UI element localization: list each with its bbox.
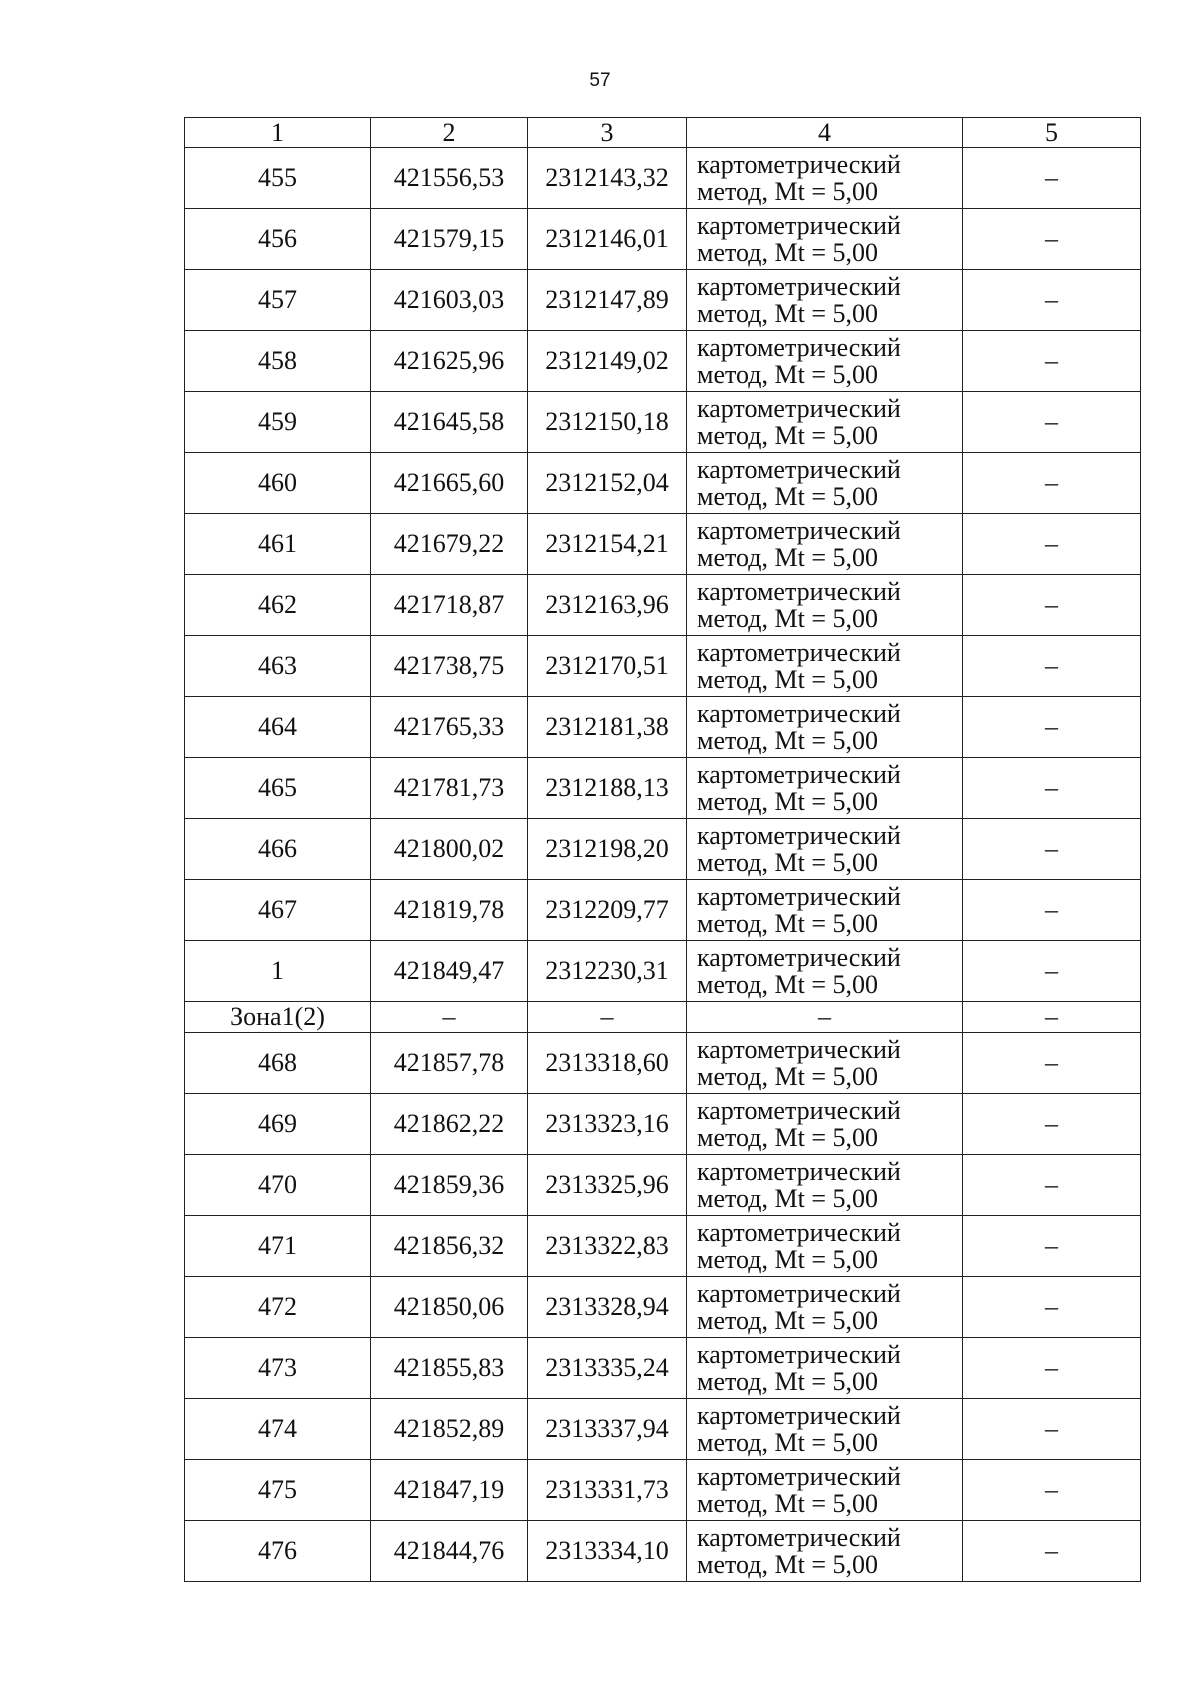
point-number-cell: 456	[185, 209, 371, 270]
header-col-2: 2	[371, 118, 528, 148]
coordinates-table	[184, 117, 1141, 1582]
x-coordinate-cell: 421844,76	[371, 1521, 528, 1582]
method-line-1: картометрический	[697, 821, 901, 850]
point-number-cell: 466	[185, 819, 371, 880]
note-cell: –	[963, 636, 1141, 697]
method-line-2: метод, Mt = 5,00	[697, 421, 878, 450]
point-number-cell: 468	[185, 1033, 371, 1094]
y-coordinate-cell: –	[528, 1002, 687, 1033]
method-line-2: метод, Mt = 5,00	[697, 848, 878, 877]
method-line-2: метод, Mt = 5,00	[697, 787, 878, 816]
method-line-2: метод, Mt = 5,00	[697, 1489, 878, 1518]
table-row	[185, 697, 1141, 758]
note-cell: –	[963, 880, 1141, 941]
note-cell: –	[963, 331, 1141, 392]
method-line-1: картометрический	[697, 1157, 901, 1186]
point-number-cell: 467	[185, 880, 371, 941]
x-coordinate-cell: 421781,73	[371, 758, 528, 819]
method-line-2: метод, Mt = 5,00	[697, 665, 878, 694]
method-line-1: картометрический	[697, 272, 901, 301]
method-cell	[687, 1094, 963, 1155]
method-line-2: метод, Mt = 5,00	[697, 482, 878, 511]
y-coordinate-cell: 2313325,96	[528, 1155, 687, 1216]
note-cell: –	[963, 1521, 1141, 1582]
y-coordinate-cell: 2313337,94	[528, 1399, 687, 1460]
table-row	[185, 819, 1141, 880]
method-line-1: картометрический	[697, 333, 901, 362]
method-line-2: метод, Mt = 5,00	[697, 177, 878, 206]
method-cell	[687, 270, 963, 331]
method-line-1: картометрический	[697, 516, 901, 545]
note-cell: –	[963, 1033, 1141, 1094]
y-coordinate-cell: 2312170,51	[528, 636, 687, 697]
table-row	[185, 636, 1141, 697]
point-number-cell: 460	[185, 453, 371, 514]
note-cell: –	[963, 1338, 1141, 1399]
method-cell	[687, 209, 963, 270]
x-coordinate-cell: 421800,02	[371, 819, 528, 880]
point-number-cell: 470	[185, 1155, 371, 1216]
method-line-2: метод, Mt = 5,00	[697, 1245, 878, 1274]
table-row	[185, 1399, 1141, 1460]
method-line-2: метод, Mt = 5,00	[697, 1123, 878, 1152]
method-line-2: метод, Mt = 5,00	[697, 1184, 878, 1213]
method-line-2: метод, Mt = 5,00	[697, 726, 878, 755]
page-number: 57	[589, 70, 611, 91]
method-line-1: картометрический	[697, 1096, 901, 1125]
x-coordinate-cell: 421862,22	[371, 1094, 528, 1155]
table-row	[185, 1521, 1141, 1582]
x-coordinate-cell: 421850,06	[371, 1277, 528, 1338]
x-coordinate-cell: 421645,58	[371, 392, 528, 453]
y-coordinate-cell: 2312230,31	[528, 941, 687, 1002]
method-cell	[687, 453, 963, 514]
y-coordinate-cell: 2313318,60	[528, 1033, 687, 1094]
y-coordinate-cell: 2312209,77	[528, 880, 687, 941]
table-row	[185, 514, 1141, 575]
point-number-cell: 465	[185, 758, 371, 819]
method-cell	[687, 1216, 963, 1277]
table-row	[185, 270, 1141, 331]
point-number-cell: 1	[185, 941, 371, 1002]
table-row	[185, 1460, 1141, 1521]
note-cell: –	[963, 1216, 1141, 1277]
point-number-cell: Зона1(2)	[185, 1002, 371, 1033]
note-cell: –	[963, 148, 1141, 209]
method-line-2: метод, Mt = 5,00	[697, 360, 878, 389]
method-cell	[687, 1033, 963, 1094]
method-line-1: картометрический	[697, 760, 901, 789]
table-row	[185, 1155, 1141, 1216]
table-row	[185, 1338, 1141, 1399]
x-coordinate-cell: 421859,36	[371, 1155, 528, 1216]
x-coordinate-cell: –	[371, 1002, 528, 1033]
point-number-cell: 464	[185, 697, 371, 758]
method-line-1: картометрический	[697, 1462, 901, 1491]
y-coordinate-cell: 2312188,13	[528, 758, 687, 819]
y-coordinate-cell: 2313331,73	[528, 1460, 687, 1521]
method-line-2: метод, Mt = 5,00	[697, 543, 878, 572]
method-line-1: картометрический	[697, 882, 901, 911]
point-number-cell: 461	[185, 514, 371, 575]
method-line-1: картометрический	[697, 211, 901, 240]
point-number-cell: 473	[185, 1338, 371, 1399]
y-coordinate-cell: 2312154,21	[528, 514, 687, 575]
table-row	[185, 575, 1141, 636]
x-coordinate-cell: 421852,89	[371, 1399, 528, 1460]
point-number-cell: 476	[185, 1521, 371, 1582]
method-cell	[687, 636, 963, 697]
method-cell	[687, 1521, 963, 1582]
table-row	[185, 880, 1141, 941]
method-line-1: картометрический	[697, 1523, 901, 1552]
y-coordinate-cell: 2313328,94	[528, 1277, 687, 1338]
note-cell: –	[963, 819, 1141, 880]
point-number-cell: 463	[185, 636, 371, 697]
method-line-2: метод, Mt = 5,00	[697, 1062, 878, 1091]
method-line-2: метод, Mt = 5,00	[697, 1306, 878, 1335]
x-coordinate-cell: 421665,60	[371, 453, 528, 514]
x-coordinate-cell: 421625,96	[371, 331, 528, 392]
y-coordinate-cell: 2312143,32	[528, 148, 687, 209]
method-cell	[687, 331, 963, 392]
y-coordinate-cell: 2312146,01	[528, 209, 687, 270]
table-row	[185, 941, 1141, 1002]
y-coordinate-cell: 2313334,10	[528, 1521, 687, 1582]
header-col-3: 3	[528, 118, 687, 148]
y-coordinate-cell: 2312150,18	[528, 392, 687, 453]
method-cell	[687, 941, 963, 1002]
method-line-2: метод, Mt = 5,00	[697, 970, 878, 999]
method-cell	[687, 697, 963, 758]
method-line-1: картометрический	[697, 577, 901, 606]
coordinates-table-body	[185, 118, 1141, 1582]
method-line-2: метод, Mt = 5,00	[697, 238, 878, 267]
table-row	[185, 1033, 1141, 1094]
x-coordinate-cell: 421679,22	[371, 514, 528, 575]
note-cell: –	[963, 1399, 1141, 1460]
x-coordinate-cell: 421556,53	[371, 148, 528, 209]
method-cell	[687, 1460, 963, 1521]
header-col-5: 5	[963, 118, 1141, 148]
method-line-2: метод, Mt = 5,00	[697, 299, 878, 328]
method-cell	[687, 514, 963, 575]
note-cell: –	[963, 1155, 1141, 1216]
y-coordinate-cell: 2312147,89	[528, 270, 687, 331]
note-cell: –	[963, 270, 1141, 331]
method-cell	[687, 819, 963, 880]
y-coordinate-cell: 2313335,24	[528, 1338, 687, 1399]
point-number-cell: 459	[185, 392, 371, 453]
method-cell	[687, 1155, 963, 1216]
header-col-4: 4	[687, 118, 963, 148]
zone-row	[185, 1002, 1141, 1033]
point-number-cell: 471	[185, 1216, 371, 1277]
table-row	[185, 392, 1141, 453]
method-line-1: картометрический	[697, 1035, 901, 1064]
method-line-1: картометрический	[697, 943, 901, 972]
table-row	[185, 453, 1141, 514]
x-coordinate-cell: 421847,19	[371, 1460, 528, 1521]
x-coordinate-cell: 421849,47	[371, 941, 528, 1002]
method-line-1: картометрический	[697, 150, 901, 179]
method-line-1: картометрический	[697, 1279, 901, 1308]
point-number-cell: 462	[185, 575, 371, 636]
method-cell	[687, 880, 963, 941]
method-line-2: метод, Mt = 5,00	[697, 909, 878, 938]
note-cell: –	[963, 1460, 1141, 1521]
y-coordinate-cell: 2312149,02	[528, 331, 687, 392]
method-line-1: картометрический	[697, 455, 901, 484]
point-number-cell: 469	[185, 1094, 371, 1155]
method-cell	[687, 575, 963, 636]
method-cell	[687, 392, 963, 453]
note-cell: –	[963, 758, 1141, 819]
note-cell: –	[963, 453, 1141, 514]
point-number-cell: 474	[185, 1399, 371, 1460]
table-row	[185, 1216, 1141, 1277]
method-line-1: картометрический	[697, 638, 901, 667]
method-line-2: метод, Mt = 5,00	[697, 1428, 878, 1457]
note-cell: –	[963, 392, 1141, 453]
table-row	[185, 1094, 1141, 1155]
table-row	[185, 209, 1141, 270]
y-coordinate-cell: 2312163,96	[528, 575, 687, 636]
method-cell: –	[687, 1002, 963, 1033]
y-coordinate-cell: 2312181,38	[528, 697, 687, 758]
method-line-1: картометрический	[697, 699, 901, 728]
note-cell: –	[963, 1277, 1141, 1338]
x-coordinate-cell: 421855,83	[371, 1338, 528, 1399]
x-coordinate-cell: 421856,32	[371, 1216, 528, 1277]
note-cell: –	[963, 941, 1141, 1002]
method-line-2: метод, Mt = 5,00	[697, 604, 878, 633]
note-cell: –	[963, 1094, 1141, 1155]
header-col-1: 1	[185, 118, 371, 148]
method-line-1: картометрический	[697, 394, 901, 423]
method-cell	[687, 758, 963, 819]
method-line-2: метод, Mt = 5,00	[697, 1550, 878, 1579]
note-cell: –	[963, 209, 1141, 270]
y-coordinate-cell: 2312198,20	[528, 819, 687, 880]
table-row	[185, 1277, 1141, 1338]
method-line-1: картометрический	[697, 1218, 901, 1247]
point-number-cell: 458	[185, 331, 371, 392]
method-line-2: метод, Mt = 5,00	[697, 1367, 878, 1396]
y-coordinate-cell: 2313323,16	[528, 1094, 687, 1155]
point-number-cell: 455	[185, 148, 371, 209]
y-coordinate-cell: 2313322,83	[528, 1216, 687, 1277]
x-coordinate-cell: 421819,78	[371, 880, 528, 941]
method-line-1: картометрический	[697, 1401, 901, 1430]
method-line-1: картометрический	[697, 1340, 901, 1369]
note-cell: –	[963, 697, 1141, 758]
point-number-cell: 475	[185, 1460, 371, 1521]
method-cell	[687, 1338, 963, 1399]
note-cell: –	[963, 1002, 1141, 1033]
method-cell	[687, 1277, 963, 1338]
x-coordinate-cell: 421765,33	[371, 697, 528, 758]
note-cell: –	[963, 514, 1141, 575]
method-cell	[687, 1399, 963, 1460]
table-header-row	[185, 118, 1141, 148]
note-cell: –	[963, 575, 1141, 636]
y-coordinate-cell: 2312152,04	[528, 453, 687, 514]
table-row	[185, 758, 1141, 819]
x-coordinate-cell: 421718,87	[371, 575, 528, 636]
point-number-cell: 472	[185, 1277, 371, 1338]
x-coordinate-cell: 421738,75	[371, 636, 528, 697]
point-number-cell: 457	[185, 270, 371, 331]
x-coordinate-cell: 421579,15	[371, 209, 528, 270]
method-cell	[687, 148, 963, 209]
x-coordinate-cell: 421857,78	[371, 1033, 528, 1094]
x-coordinate-cell: 421603,03	[371, 270, 528, 331]
table-row	[185, 331, 1141, 392]
table-row	[185, 148, 1141, 209]
